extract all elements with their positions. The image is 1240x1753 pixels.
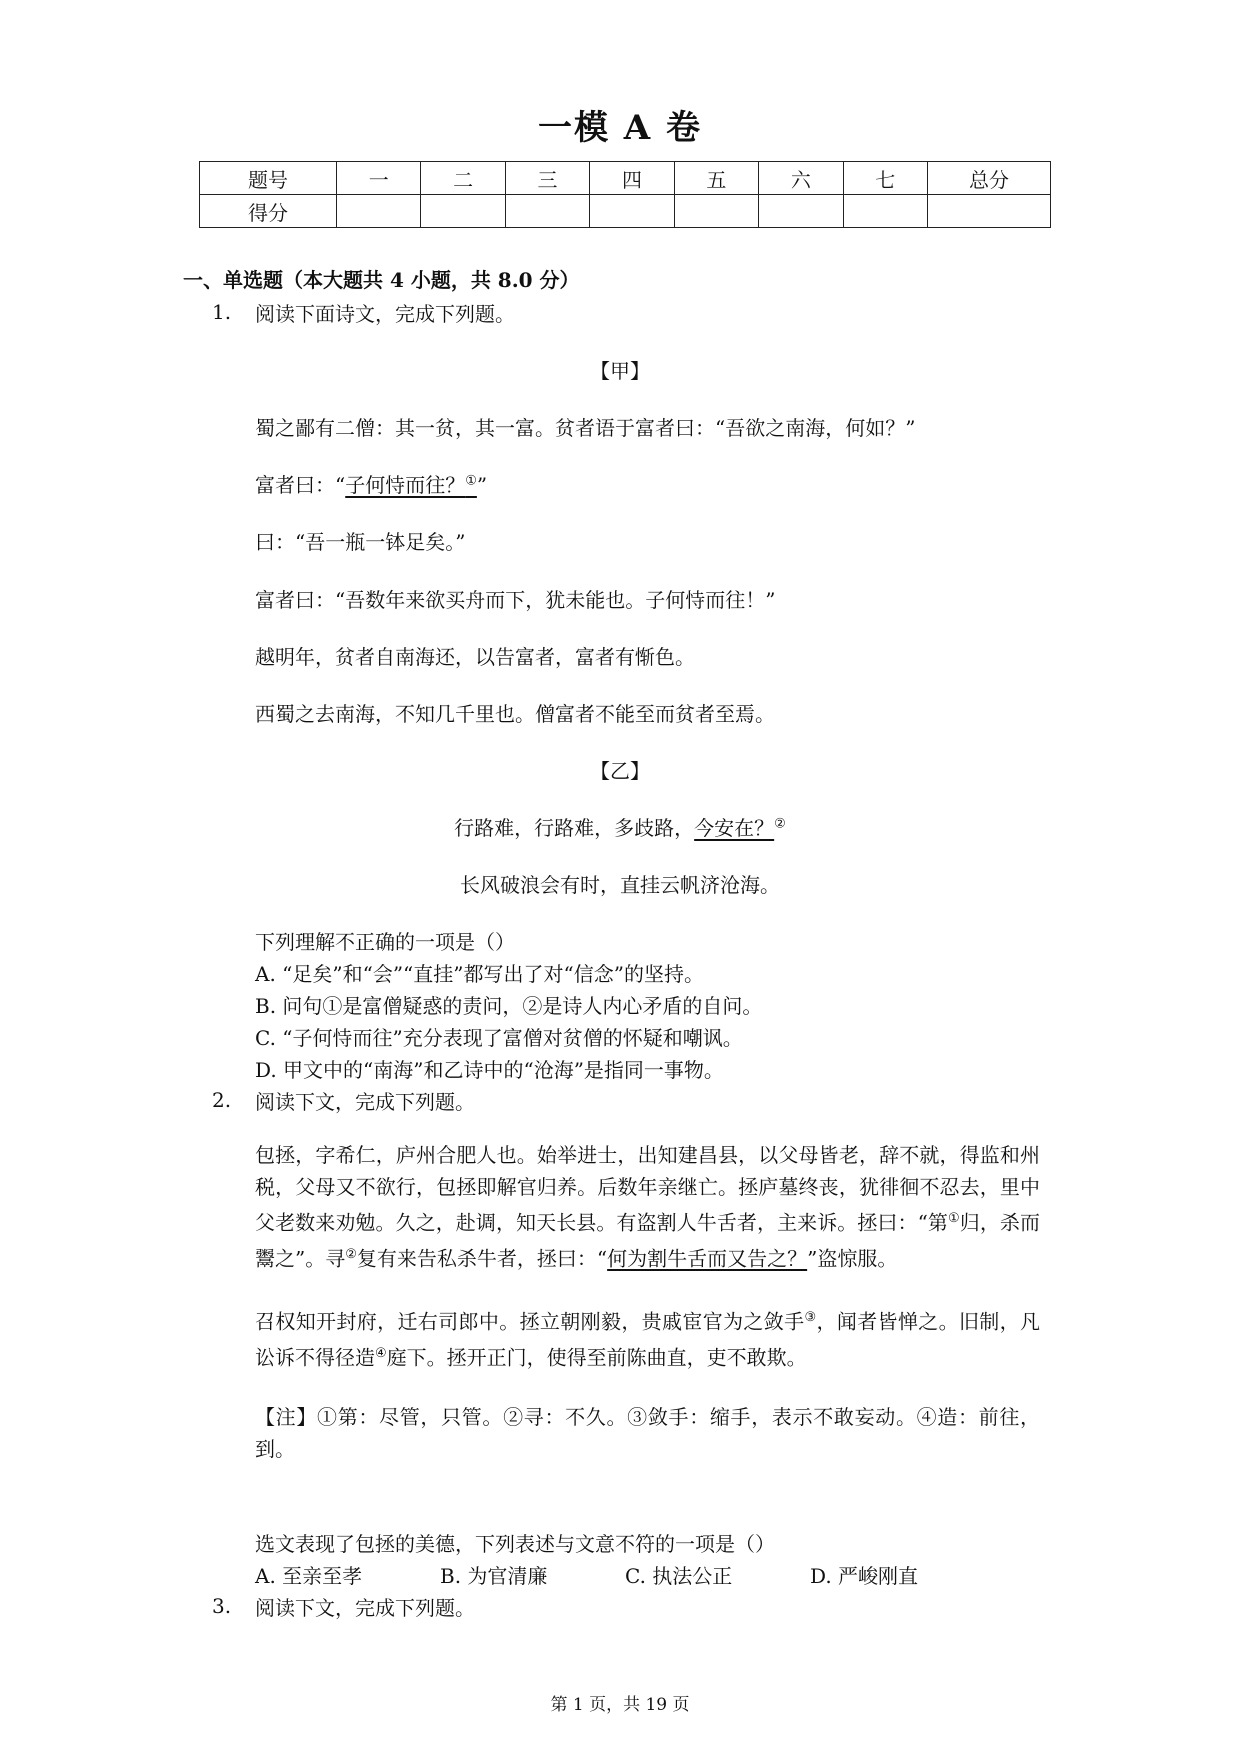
passage-line <box>255 469 487 498</box>
passage-line: 西蜀之去南海，不知几千里也。僧富者不能至而贫者至焉。 <box>255 702 775 726</box>
passage-text: 庭下。拯开正门，使得至前陈曲直，吏不敢欺。 <box>386 1345 807 1370</box>
question-prompt: 阅读下文，完成下列题。 <box>255 1090 475 1114</box>
question-text: 选文表现了包拯的美德，下列表述与文意不符的一项是（） <box>255 1532 775 1556</box>
footnote-marker: ① <box>465 473 477 489</box>
passage-text: ” <box>476 473 488 497</box>
passage-note: 【注】①第：尽管，只管。②寻：不久。③敛手：缩手，表示不敢妄动。④造：前往，到。 <box>255 1405 1040 1461</box>
table-cell: 总分 <box>928 162 1051 195</box>
passage-text: ，闻者皆惮之。旧制，凡讼诉不得径造 <box>255 1309 1041 1370</box>
section-heading: 一、单选题（本大题共 4 小题，共 8.0 分） <box>183 268 580 292</box>
option-a: A. 至亲至孝 <box>255 1564 363 1588</box>
table-cell: 七 <box>843 162 927 195</box>
passage-text: 富者曰：“ <box>255 473 346 497</box>
passage-text: ”盗惊服。 <box>807 1246 898 1271</box>
footnote-marker: ④ <box>375 1345 387 1361</box>
underlined-question: 今安在？ <box>694 816 775 840</box>
score-input-cell <box>674 195 758 228</box>
table-cell: 题号 <box>200 162 337 195</box>
page-title: 一模 A 卷 <box>537 108 703 148</box>
score-input-cell <box>843 195 927 228</box>
score-input-cell <box>505 195 589 228</box>
table-cell: 得分 <box>200 195 337 228</box>
passage-paragraph <box>255 1139 1040 1274</box>
passage-text: 召权知开封府，迁右司郎中。拯立朝刚毅，贵戚宦官为之敛手 <box>255 1309 805 1334</box>
score-table-score-row <box>200 195 1051 228</box>
table-cell: 六 <box>759 162 843 195</box>
passage-text: 子何恃而往？ <box>345 473 466 497</box>
score-input-cell <box>590 195 674 228</box>
passage-label-yi: 【乙】 <box>590 759 650 783</box>
table-cell: 五 <box>674 162 758 195</box>
poem-line <box>0 812 1240 841</box>
question-number: 1. <box>212 300 232 324</box>
score-table <box>199 161 1051 228</box>
score-input-cell <box>337 195 421 228</box>
footnote-marker: ② <box>345 1246 357 1262</box>
score-input-cell <box>928 195 1051 228</box>
footnote-marker: ① <box>948 1211 960 1226</box>
passage-line: 越明年，贫者自南海还，以告富者，富者有惭色。 <box>255 645 695 669</box>
footnote-marker: ② <box>774 816 786 832</box>
score-input-cell <box>421 195 505 228</box>
passage-line: 蜀之鄙有二僧：其一贫，其一富。贫者语于富者曰：“吾欲之南海，何如？” <box>255 416 916 440</box>
option-d: D. 严峻刚直 <box>810 1564 919 1588</box>
question-text: 下列理解不正确的一项是（） <box>255 930 515 954</box>
score-table-header-row <box>200 162 1051 195</box>
table-cell: 一 <box>337 162 421 195</box>
option-b: B. 为官清廉 <box>440 1564 548 1588</box>
question-number: 2. <box>212 1088 232 1112</box>
footnote-marker: ③ <box>804 1310 817 1325</box>
question-prompt: 阅读下文，完成下列题。 <box>255 1596 475 1620</box>
option-c: C. 执法公正 <box>625 1564 733 1588</box>
underlined-question <box>345 473 477 497</box>
passage-text: 复有来告私杀牛者，拯曰：“ <box>356 1246 608 1271</box>
underlined-question: 何为割牛舌而又告之？ <box>607 1246 808 1271</box>
table-cell: 四 <box>590 162 674 195</box>
passage-line: 富者曰：“吾数年来欲买舟而下，犹未能也。子何恃而往！” <box>255 588 776 612</box>
question-prompt: 阅读下面诗文，完成下列题。 <box>255 302 515 326</box>
page-footer: 第 1 页，共 19 页 <box>550 1695 690 1715</box>
options-row <box>255 1560 995 1589</box>
passage-text: 包拯，字希仁，庐州合肥人也。始举进士，出知建昌县，以父母皆老，辞不就，得监和州税，父母又不欲行，包拯即解官归养。后数年亲继亡。拯庐墓终丧，犹徘徊不忍去，里中父老数来劝勉。久之，赴调，知天长县。有盗割人牛舌者，主来诉。拯曰：“第 <box>255 1143 1040 1235</box>
poem-text: 行路难，行路难，多歧路， <box>454 816 695 840</box>
passage-label-jia: 【甲】 <box>590 359 650 383</box>
passage-text: 归，杀而鬻之”。寻 <box>255 1210 1040 1271</box>
table-cell: 二 <box>421 162 505 195</box>
option-c: C. “子何恃而往”充分表现了富僧对贫僧的怀疑和嘲讽。 <box>255 1026 743 1050</box>
passage-line: 曰：“吾一瓶一钵足矣。” <box>255 530 466 554</box>
option-b: B. 问句①是富僧疑惑的责问，②是诗人内心矛盾的自问。 <box>255 994 763 1018</box>
option-a: A. “足矣”和“会”“直挂”都写出了对“信念”的坚持。 <box>255 962 704 986</box>
table-cell: 三 <box>505 162 589 195</box>
question-number: 3. <box>212 1594 232 1618</box>
option-d: D. 甲文中的“南海”和乙诗中的“沧海”是指同一事物。 <box>255 1058 724 1082</box>
poem-line: 长风破浪会有时，直挂云帆济沧海。 <box>460 873 780 897</box>
score-input-cell <box>759 195 843 228</box>
passage-paragraph <box>255 1302 1040 1373</box>
